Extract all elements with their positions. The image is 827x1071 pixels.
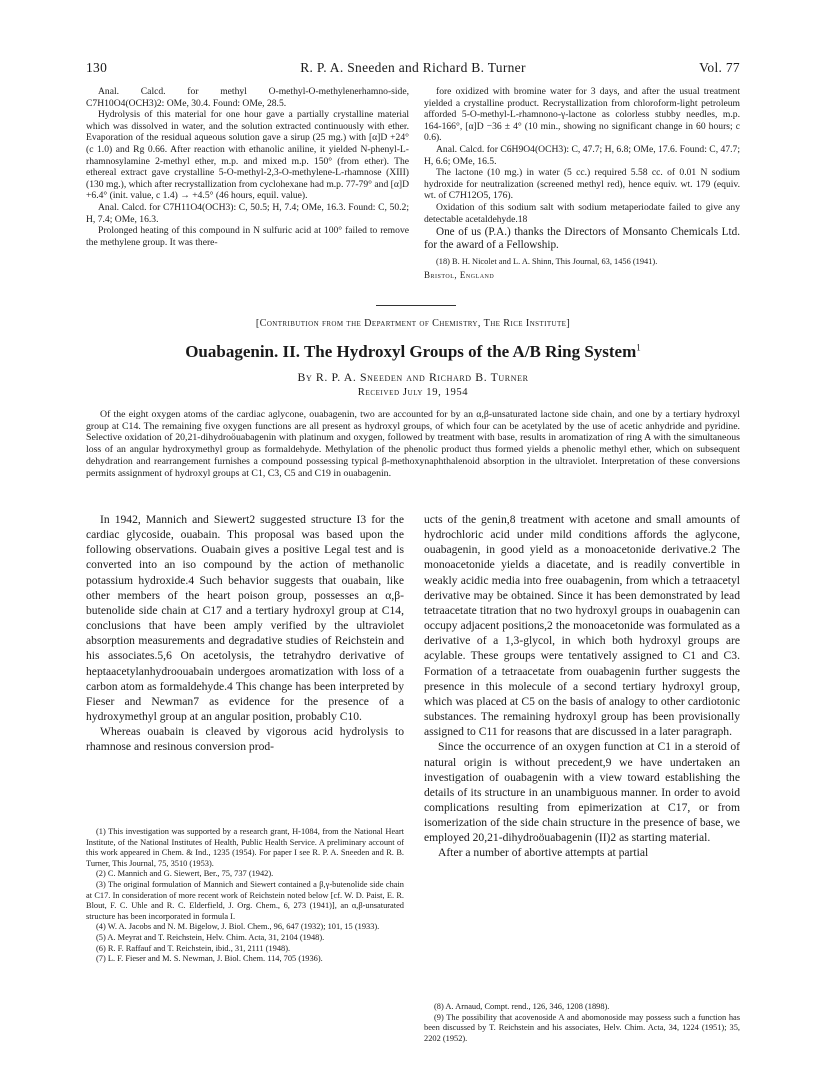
contribution-line: [Contribution from the Department of Chemistry, The Rice Institute] [255,318,571,329]
footnote: (3) The original formulation of Mannich and Siewert contained a β,γ-butenolide side chain at C17. In consideration of more recent work of Reichstein noted below [cf. W. D. Paist, E. R. Blout, F. C. Uhle and R. C. Elderfield, J. Org. Chem., 6, 273 (1941)], an α,β-unsaturated structure has been incorporated in formula I. [86,879,404,921]
footnotes-left [86,827,404,965]
author-location: Bristol, England [424,269,495,280]
running-head [86,60,740,78]
body-paragraph: In 1942, Mannich and Siewert2 suggested structure I3 for the cardiac glycoside, ouabain. This proposal was based upon the following observations. Ouabain gives a positive Legal test and is converted into an iso compound by the action of methanolic potassium hydroxide.4 Such behavior suggests that ouabain, like other members of the heart poison group, possesses an α,β-butenolide side chain at C17 and a tertiary hydroxyl group at C14, conclusions that have been amply verified by the ultraviolet absorption measurements and degradative studies of Reichstein and his associates.5,6 On acetolysis, the tetrahydro derivative of heptaacetylanhydroouabain undergoes aromatization with loss of a carbon atom as formaldehyde.4 This change has been interpreted by Fieser and Newman7 as evidence for the presence of a hydroxymethyl group at an angular position, probably C10. [86,513,404,724]
footnote: (4) W. A. Jacobs and N. M. Bigelow, J. Biol. Chem., 96, 647 (1932); 101, 15 (1933). [96,922,380,932]
volume-label: Vol. 77 [699,60,740,75]
previous-article-left-column [86,86,409,248]
footnote: (8) A. Arnaud, Compt. rend., 126, 346, 1208 (1898). [434,1002,610,1011]
footnote: (6) R. F. Raffauf and T. Reichstein, ibid., 31, 2111 (1948). [96,943,291,953]
body-paragraph: Whereas ouabain is cleaved by vigorous acid hydrolysis to rhamnose and resinous conversion prod- [86,725,404,754]
article-body-left-column [86,512,404,755]
footnote: (9) The possibility that acovenoside A and abomonoside may possess such a function has been discussed by T. Reichstein and his associates, Helv. Chim. Acta, 34, 1224 (1951); 35, 2202 (1952). [424,1012,740,1043]
footnotes-right [424,1002,740,1044]
page-number: 130 [86,60,108,75]
article-body-right-column [424,512,740,861]
body-paragraph: The lactone (10 mg.) in water (5 cc.) required 5.58 cc. of 0.01 N sodium hydroxide for neutralization (screened methyl red), hence equiv. wt. 179 (equiv. wt. of C7H12O5, 176). [424,167,740,202]
article-title [86,342,740,362]
analysis-paragraph: Anal. Calcd. for C7H11O4(OCH3): C, 50.5; H, 7.4; OMe, 16.3. Found: C, 50.2; H, 7.4; OMe, 16.3. [86,201,409,225]
body-paragraph: fore oxidized with bromine water for 3 days, and after the usual treatment yielded a crystalline product. Recrystallization from chloroform-light petroleum afforded 5-O-methyl-L-rhamnono-γ-lactone as colorless stubby needles, m.p. 164-166°, [α]D −36 ± 4° (10 min., showing no significant change in 60 hours; c 0.6). [424,86,740,144]
previous-article-right-column [424,86,740,282]
footnote: (18) B. H. Nicolet and L. A. Shinn, This Journal, 63, 1456 (1941). [436,256,658,266]
footnote: (1) This investigation was supported by a research grant, H-1084, from the National Heart Institute, of the National Institutes of Health, Public Health Service. A preliminary account of this work appeared in Chem. & Ind., 1235 (1954). For paper I see R. P. A. Sneeden and R. B. Turner, This Journal, 75, 3510 (1953). [86,827,404,868]
acknowledgment: One of us (P.A.) thanks the Directors of Monsanto Chemicals Ltd. for the award of a Fellowship. [424,226,740,252]
footnote: (2) C. Mannich and G. Siewert, Ber., 75, 737 (1942). [96,869,274,879]
body-paragraph: Oxidation of this sodium salt with sodium metaperiodate failed to give any detectable acetaldehyde.18 [424,201,740,225]
body-paragraph: Hydrolysis of this material for one hour gave a partially crystalline material which was dissolved in water, and the solution extracted continuously with ether. Evaporation of the residual aqueous solution gave a sirup (25 mg.) with [α]D +24° (c 1.0) and Rg 0.66. After reaction with ethanolic aniline, it yielded N-phenyl-L-rhamnosylamine 2-methyl ether, m.p. and mixed m.p. 150° (from ether). The ethereal extract gave crystalline 5-O-methyl-2,3-O-methylene-L-rhamnose (XIII) (130 mg.), which after recrystallization from cyclohexane had m.p. 77-79° and [α]D +6.4° (init. value, c 1.4) → +4.5° (46 hours, equil. value). [86,109,409,202]
body-paragraph: Prolonged heating of this compound in N sulfuric acid at 100° failed to remove the methylene group. It was there- [86,225,409,248]
analysis-paragraph: Anal. Calcd. for methyl O-methyl-O-methylenerhamno-side, C7H10O4(OCH3)2: OMe, 30.4. Found: OMe, 28.5. [86,86,409,109]
abstract: Of the eight oxygen atoms of the cardiac aglycone, ouabagenin, two are accounted for by an α,β-unsaturated lactone side chain, and one by a tertiary hydroxyl group at C14. The remaining five oxygen functions are all present as hydroxyl groups, of which four can be acetylated by the use of acetic anhydride and pyridine. Selective oxidation of 20,21-dihydroöuabagenin with platinum and oxygen, followed by treatment with base, results in aromatization of ring A with the simultaneous loss of an angular hydroxymethyl group as formaldehyde. Methylation of the phenolic product thus formed yields a phenolic methyl ether, which on subsequent dehydration and rearrangement furnishes a compound possessing typical β-methoxynaphthalenoid absorption in the ultraviolet. Interpretation of these conversions permits assignment of hydroxyl groups at C1, C3, C5 and C19 in ouabagenin. [86,409,740,479]
received-date: Received July 19, 1954 [357,387,469,398]
body-paragraph: Since the occurrence of an oxygen function at C1 in a steroid of natural origin is without precedent,9 we have undertaken an investigation of ouabagenin with a view toward establishing the details of its structure in an unambiguous manner. In order to avoid complications resulting from epimerization at C17, or from isomerization of the side chain structure in the presence of base, we employed 20,21-dihydroöuabagenin (II)2 as starting material. [424,740,740,845]
title-footnote-marker: 1 [636,342,641,353]
footnote: (5) A. Meyrat and T. Reichstein, Helv. Chim. Acta, 31, 2104 (1948). [96,932,325,942]
body-paragraph: After a number of abortive attempts at partial [438,846,649,860]
byline: By R. P. A. Sneeden and Richard B. Turner [297,370,529,384]
running-head-authors: R. P. A. Sneeden and Richard B. Turner [300,60,526,75]
body-paragraph: ucts of the genin,8 treatment with acetone and small amounts of hydrochloric acid under mild conditions affords the aglycone, ouabagenin, in good yield as a monoacetonide derivative.2 The monoacetonide yields a diacetate, and is readily convertible in weakly acidic media into free ouabagenin, from which a tetraacetyl derivative may be obtained. Since it has been demonstrated by lead tetraacetate titration that no two hydroxyl groups in ouabagenin can occupy adjacent positions,2 the monoacetonide was formulated as a derivative of a 1,3-glycol, in which both hydroxyl groups are acylable. These groups were tentatively assigned to C1 and C3. Formation of a tetraacetate from ouabagenin further suggests the presence in this molecule of a second tertiary hydroxyl group, which was placed at C5 on the basis of analogy to other cardiotonic substances. The remaining hydroxyl group has been provisionally assigned to C11 for reasons that are discussed in a later paragraph. [424,513,740,739]
section-divider [376,305,456,306]
analysis-paragraph: Anal. Calcd. for C6H9O4(OCH3): C, 47.7; H, 6.8; OMe, 17.6. Found: C, 47.7; H, 6.6; OMe, 16.5. [424,143,740,167]
footnote: (7) L. F. Fieser and M. S. Newman, J. Biol. Chem. 114, 705 (1936). [96,954,323,964]
article-title-text: Ouabagenin. II. The Hydroxyl Groups of the A/B Ring System [185,342,637,361]
